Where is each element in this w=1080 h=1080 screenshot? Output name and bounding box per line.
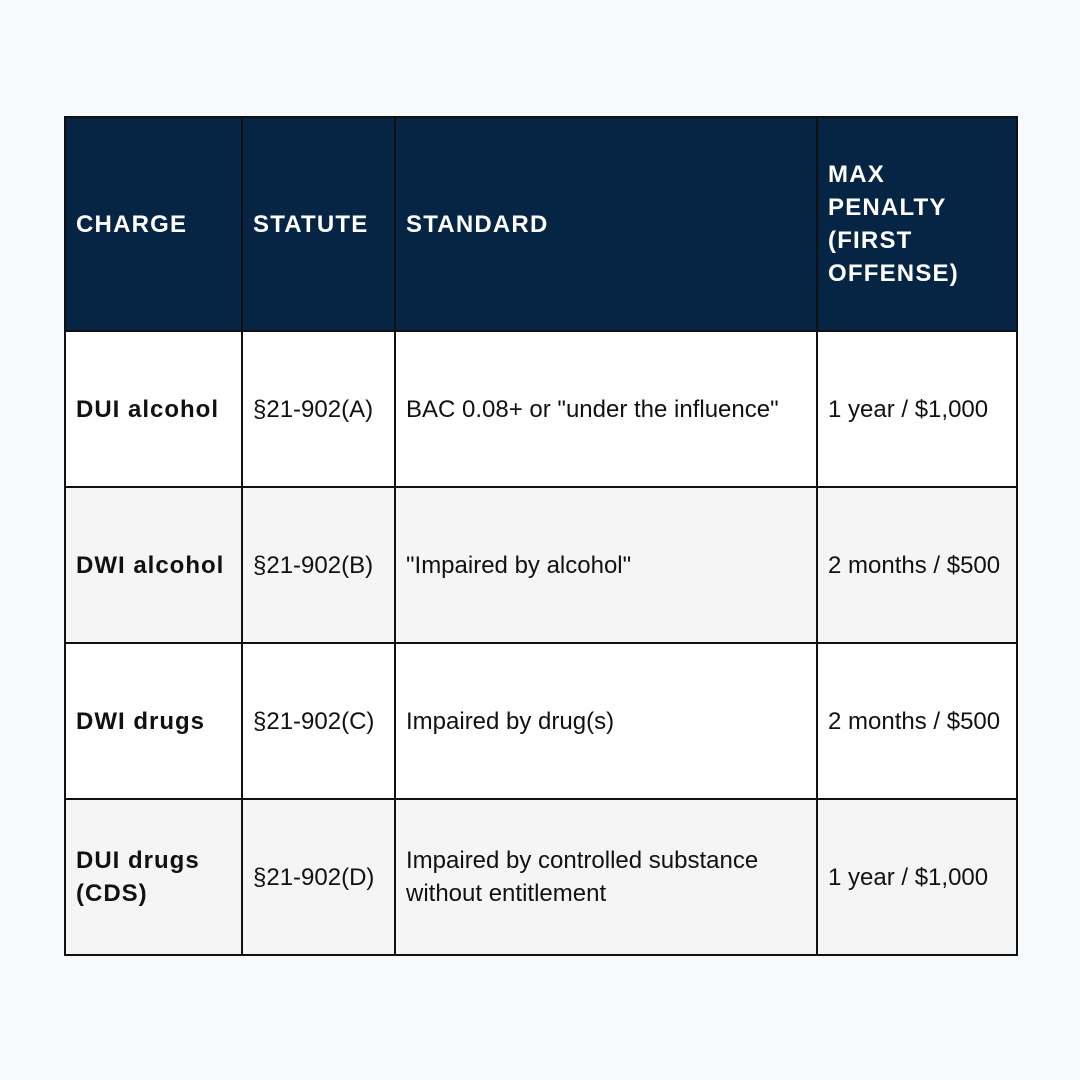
standard-cell: BAC 0.08+ or "under the influence" [395, 331, 817, 487]
standard-cell: Impaired by controlled substance without entitlement [395, 799, 817, 955]
penalty-cell: 1 year / $1,000 [817, 799, 1017, 955]
header-charge: CHARGE [65, 117, 242, 331]
charge-cell: DWI alcohol [65, 487, 242, 643]
header-statute: STATUTE [242, 117, 395, 331]
table-row [65, 331, 1017, 487]
header-standard: STANDARD [395, 117, 817, 331]
penalty-table-container [64, 116, 1016, 956]
charge-cell: DUI drugs (CDS) [65, 799, 242, 955]
table-row [65, 799, 1017, 955]
dui-dwi-penalty-table [64, 116, 1018, 956]
table-row [65, 487, 1017, 643]
standard-cell: Impaired by drug(s) [395, 643, 817, 799]
statute-cell: §21-902(C) [242, 643, 395, 799]
statute-cell: §21-902(D) [242, 799, 395, 955]
charge-cell: DWI drugs [65, 643, 242, 799]
table-row [65, 643, 1017, 799]
statute-cell: §21-902(A) [242, 331, 395, 487]
penalty-cell: 2 months / $500 [817, 643, 1017, 799]
penalty-cell: 2 months / $500 [817, 487, 1017, 643]
table-header-row [65, 117, 1017, 331]
statute-cell: §21-902(B) [242, 487, 395, 643]
standard-cell: "Impaired by alcohol" [395, 487, 817, 643]
charge-cell: DUI alcohol [65, 331, 242, 487]
header-max-penalty: MAX PENALTY (FIRST OFFENSE) [817, 117, 1017, 331]
penalty-cell: 1 year / $1,000 [817, 331, 1017, 487]
